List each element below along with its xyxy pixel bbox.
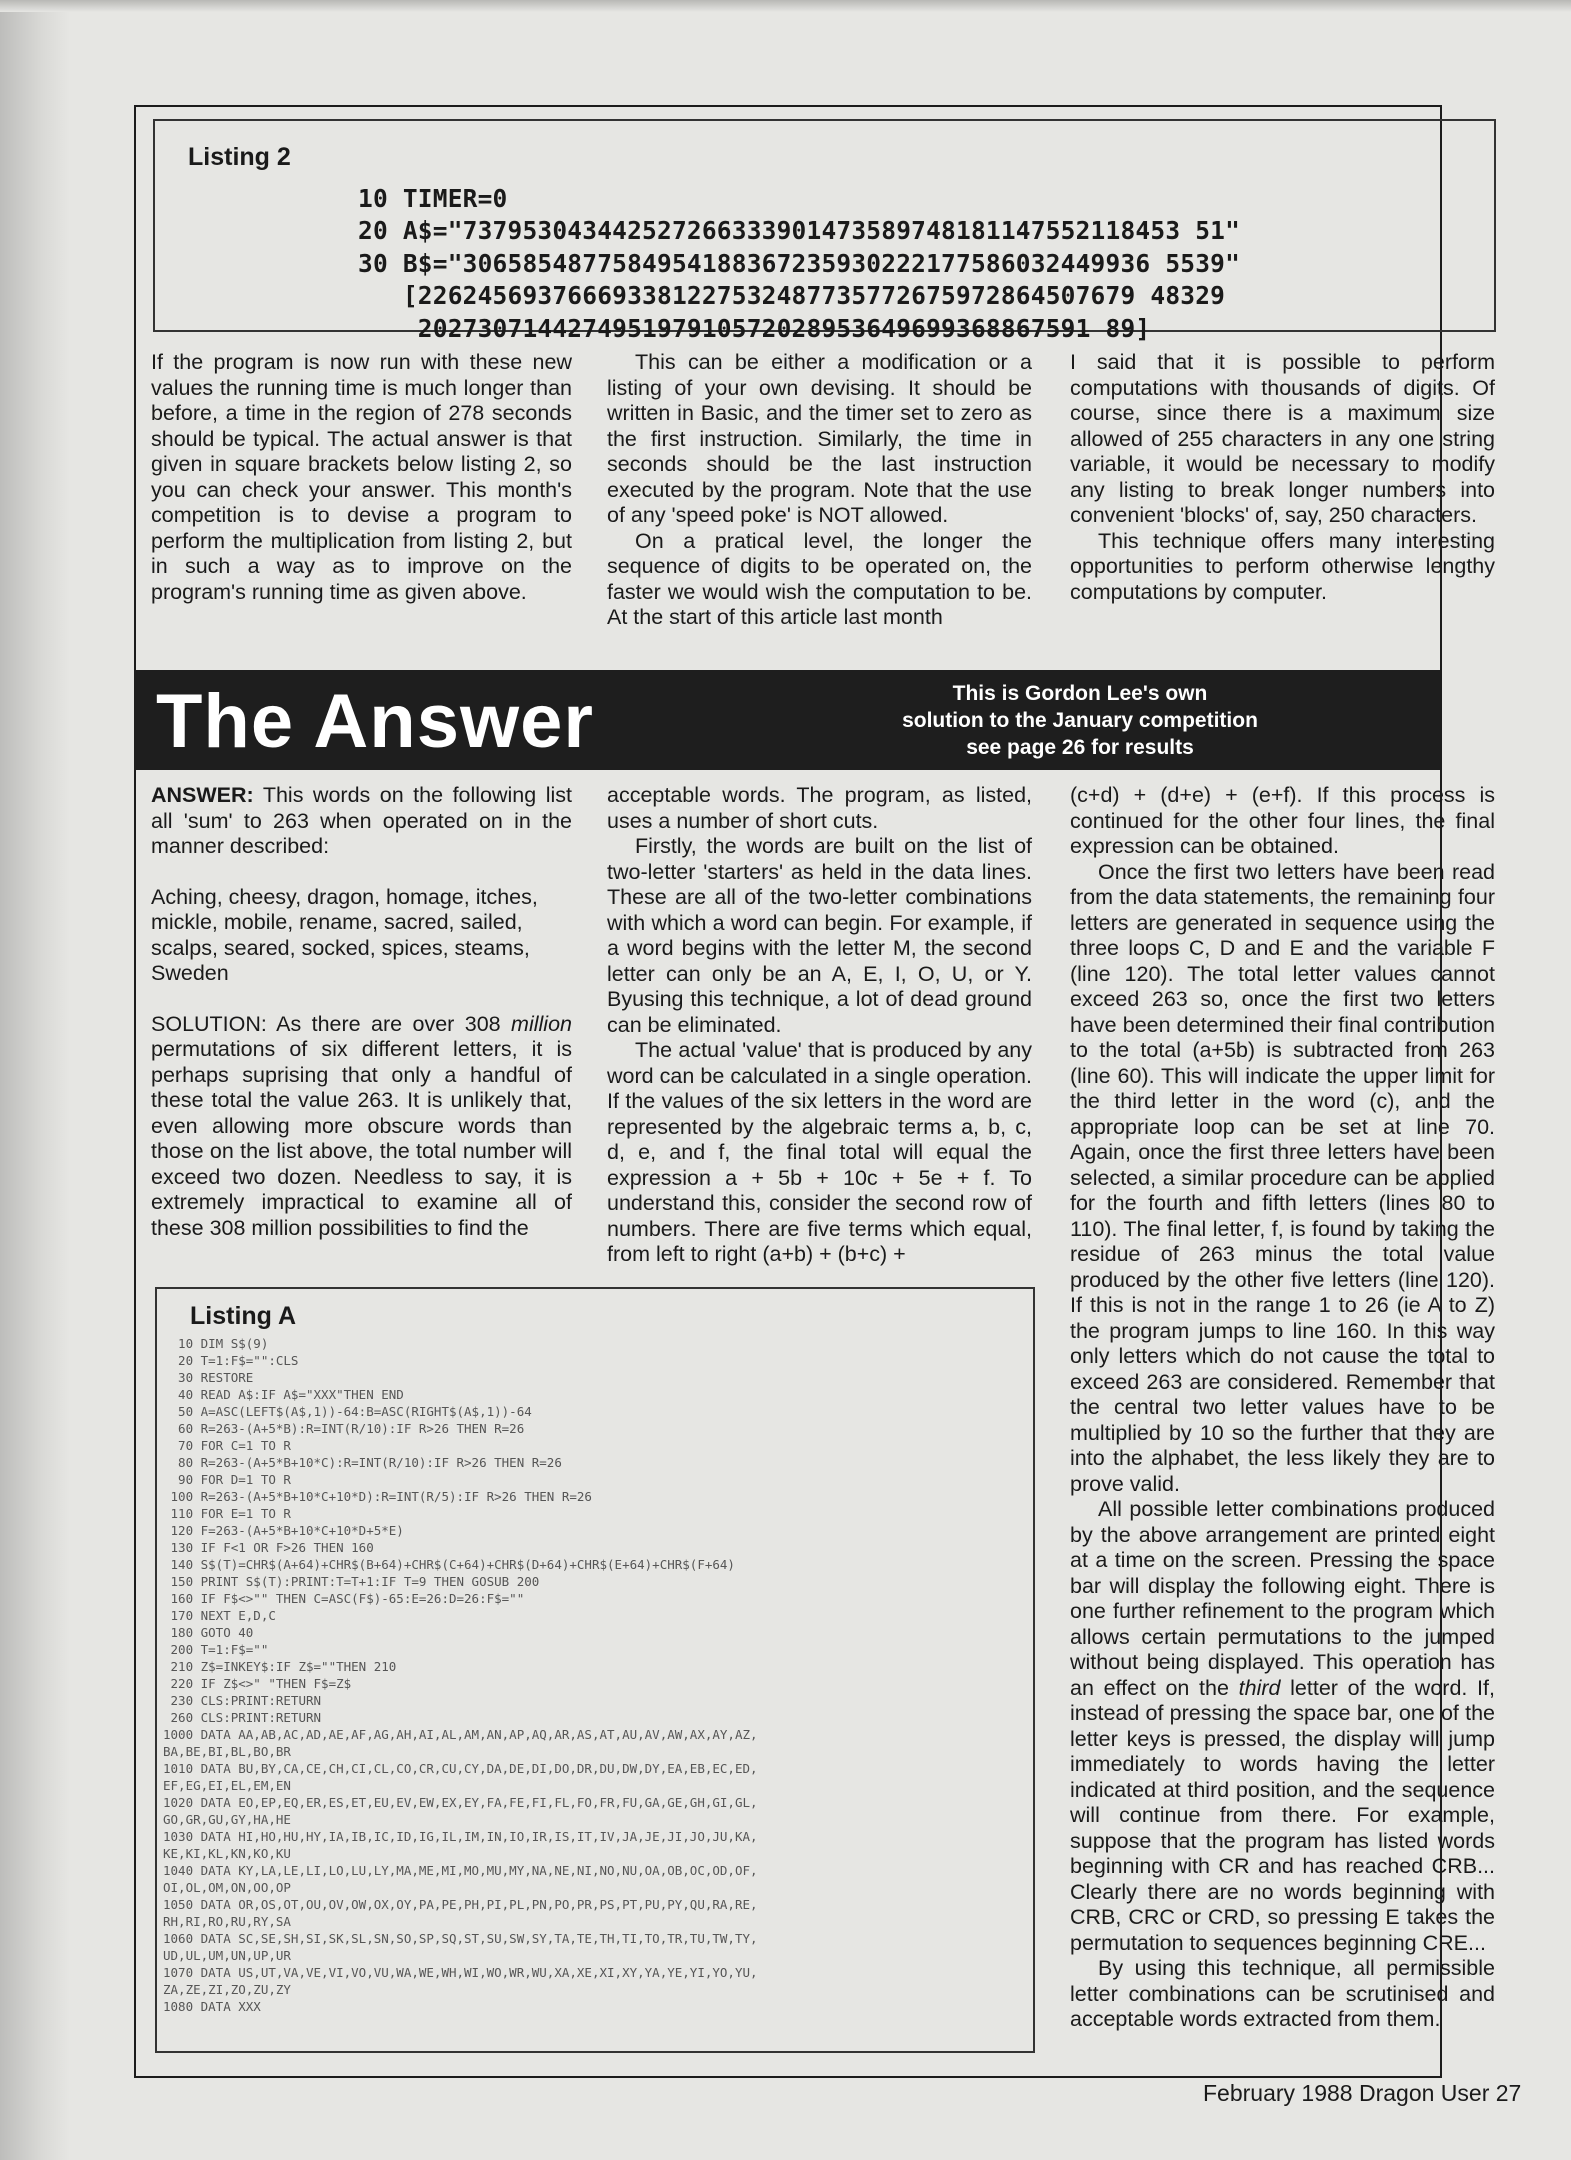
- col3-para3-text-a: All possible letter combinations produced by the above arrangement are printed eight at a time on the screen. Pressing the space bar will display the following eight. There is one further refinement to the program which allows certain permutations to the jumped without being displayed. This operation has an effect on the: [1070, 1497, 1495, 1700]
- solution-text-b: permutations of six different letters, it is perhaps suprising that only a handful of these total the value 263. It is unlikely that, even allowing more obscure words than those on the list above, the total number will exceed two dozen. Needless to say, it is extremely impractical to examine all of these 308 million possibilities to find the: [151, 1037, 572, 1240]
- answer-col1-para1-text: This words on the following list all 'sum' to 263 when operated on in the manner described:: [151, 783, 572, 858]
- answer-col2-para3: The actual 'value' that is produced by any word can be calculated in a single operation. If the values of the six letters in the word are represented by the algebraic terms a, b, c, d, e, and f, the final total will equal the expression a + 5b + 10c + 5e + f. To understand this, consider the second row of numbers. There are five terms which equal, from left to right (a+b) + (b+c) +: [607, 1038, 1032, 1266]
- solution-text-a: SOLUTION: As there are over 308: [151, 1011, 501, 1036]
- col3-para3-text-b: letter of the word. If, instead of pressing the space bar, one of the letter keys is pressed, the display will jump immediately to words having the letter indicated at third position, and the sequence will continue from there. For example, suppose that the program has listed words beginning with CR and has reached CRB... Clearly there are no words beginning with CRB, CRC or CRD, so pressing E takes the permutation to sequences beginning CRE...: [1070, 1675, 1495, 1955]
- intro-column-3: [1070, 350, 1495, 605]
- answer-col2-para2: Firstly, the words are built on the list of two-letter 'starters' as held in the data lines. These are all of the two-letter combinations with which a word can begin. For example, if a word begins with the letter M, the second letter can only be an A, E, I, O, U, or Y. Byusing this technique, a lot of dead ground can be eliminated.: [607, 834, 1032, 1037]
- intro-column-1: [151, 350, 572, 605]
- intro-col2-para2: On a pratical level, the longer the sequence of digits to be operated on, the faster we would wish the computation to be. At the start of this article last month: [607, 528, 1032, 629]
- intro-col1-text: If the program is now run with these new values the running time is much longer than before, a time in the region of 278 seconds should be typical. The actual answer is that given in square brackets below listing 2, so you can check your answer. This month's competition is to devise a program to perform the multiplication from listing 2, but in such a way as to improve on the program's running time as given above.: [151, 350, 572, 604]
- answer-col1-para1: [151, 783, 572, 860]
- answer-col3-para2: Once the first two letters have been read from the data statements, the remaining four letters are generated in sequence using the three loops C, D and E and the variable F (line 120). The total letter values cannot exceed 263 so, once the first two letters have been determined their final contribution to the total (a+5b) is subtracted from 263 (line 60). This will indicate the upper limit for the third letter in the word (c), and the appropriate loop can be set at line 70. Again, once the first three letters have been selected, a similar procedure can be applied for the fourth and fifth letters (lines 80 to 110). The final letter, f, is found by taking the residue of 263 minus the total value produced by the other five letters (line 120). If this is not in the range 1 to 26 (ie A to Z) the program jumps to line 160. In this way only letters which do not cause the total to exceed 263 are considered. Remember that the central two letter values have to be multiplied by 10 so the further that they are into the alphabet, the less likely they are to prove valid.: [1070, 859, 1495, 1496]
- listing-2-line: 20 A$="737953043442527266333901473589748181147552118453 51": [358, 216, 1241, 245]
- listing-2-line: [226245693766693381227532487735772675972864507679 48329: [358, 281, 1226, 310]
- answer-subheading: [800, 680, 1360, 761]
- subheading-line-1: This is Gordon Lee's own: [952, 682, 1208, 705]
- intro-col2-para1: This can be either a modification or a listing of your own devising. It should be written in Basic, and the timer set to zero as the first instruction. Similarly, the time in seconds should be the last instruction executed by the program. Note that the use of any 'speed poke' is NOT allowed.: [607, 350, 1032, 527]
- answer-column-2: [607, 783, 1032, 1268]
- intro-column-2: [607, 350, 1032, 631]
- listing-2-code: [358, 150, 1240, 378]
- answer-col3-para3: [1070, 1497, 1495, 1956]
- intro-col3-para1: I said that it is possible to perform computations with thousands of digits. Of course, since there is a maximum size allowed of 255 characters in any one string variable, it would be necessary to modify any listing to break longer numbers into convenient 'blocks' of, say, 250 characters.: [1070, 350, 1495, 527]
- answer-column-1: [151, 783, 572, 1241]
- answer-lead: ANSWER:: [151, 783, 254, 807]
- answer-col1-solution: [151, 1012, 572, 1242]
- answer-col2-para1: acceptable words. The program, as listed, uses a number of short cuts.: [607, 783, 1032, 833]
- subheading-line-3: see page 26 for results: [966, 736, 1194, 759]
- intro-col3-para2: This technique offers many interesting opportunities to perform otherwise lengthy computations by computer.: [1070, 528, 1495, 604]
- answer-title: The Answer: [156, 679, 594, 764]
- subheading-line-2: solution to the January competition: [902, 709, 1258, 732]
- page-gutter-shadow: [0, 0, 70, 2160]
- page-top-shadow: [0, 0, 1571, 12]
- answer-word-list: Aching, cheesy, dragon, homage, itches, mickle, mobile, rename, sacred, sailed, scalps, seared, socked, spices, steams, Sweden: [151, 884, 538, 985]
- listing-2-line: 30 B$="3065854877584954188367235930222177586032449936 5539": [358, 248, 1241, 278]
- answer-column-3: [1070, 783, 1495, 2033]
- answer-col3-para4: By using this technique, all permissible letter combinations can be scrutinised and acceptable words extracted from them.: [1070, 1956, 1495, 2031]
- listing-2-line: 10 TIMER=0: [358, 183, 508, 213]
- solution-emphasis: million: [511, 1011, 572, 1036]
- listing-2-label: Listing 2: [188, 143, 291, 171]
- col3-para3-emphasis: third: [1238, 1675, 1281, 1700]
- answer-col3-para1: (c+d) + (d+e) + (e+f). If this process is continued for the other four lines, the final expression can be obtained.: [1070, 783, 1495, 858]
- listing-a-code: 10 DIM S$(9) 20 T=1:F$="":CLS 30 RESTORE 40 READ A$:IF A$="XXX"THEN END 50 A=ASC(LEFT$(A$,1))-64:B=ASC(RIGHT$(A$,1))-64 60 R=263-(A+5*B):R=INT(R/10):IF R>26 THEN R=26 70 FOR C=1 TO R 80 R=263-(A+5*B+10*C):R=INT(R/10):IF R>26 THEN R=26 90 FOR D=1 TO R 100 R=263-(A+5*B+10*C+10*D):R=INT(R/5):IF R>26 THEN R=26 110 FOR E=1 TO R 120 F=263-(A+5*B+10*C+10*D+5*E) 130 IF F<1 OR F>26 THEN 160 140 S$(T)=CHR$(A+64)+CHR$(B+64)+CHR$(C+64)+CHR$(D+64)+CHR$(E+64)+CHR$(F+64) 150 PRINT S$(T):PRINT:T=T+1:IF T=9 THEN GOSUB 200 160 IF F$<>"" THEN C=ASC(F$)-65:E=26:D=26:F$="" 170 NEXT E,D,C 180 GOTO 40 200 T=1:F$="" 210 Z$=INKEY$:IF Z$=""THEN 210 220 IF Z$<>" "THEN F$=Z$ 230 CLS:PRINT:RETURN 260 CLS:PRINT:RETURN 1000 DATA AA,AB,AC,AD,AE,AF,AG,AH,AI,AL,AM,AN,AP,AQ,AR,AS,AT,AU,AV,AW,AX,AY,AZ, BA,BE,BI,BL,BO,BR 1010 DATA BU,BY,CA,CE,CH,CI,CL,CO,CR,CU,CY,DA,DE,DI,DO,DR,DU,DW,DY,EA,EB,EC,ED, EF,EG,EI,EL,EM,EN 1020 DATA EO,EP,EQ,ER,ES,ET,EU,EV,EW,EX,EY,FA,FE,FI,FL,FO,FR,FU,GA,GE,GH,GI,GL, GO,GR,GU,GY,HA,HE 1030 DATA HI,HO,HU,HY,IA,IB,IC,ID,IG,IL,IM,IN,IO,IR,IS,IT,IV,JA,JE,JI,JO,JU,KA, KE,KI,KL,KN,KO,KU 1040 DATA KY,LA,LE,LI,LO,LU,LY,MA,ME,MI,MO,MU,MY,NA,NE,NI,NO,NU,OA,OB,OC,OD,OF, OI,OL,OM,ON,OO,OP 1050 DATA OR,OS,OT,OU,OV,OW,OX,OY,PA,PE,PH,PI,PL,PN,PO,PR,PS,PT,PU,PY,QU,RA,RE, RH,RI,RO,RU,RY,SA 1060 DATA SC,SE,SH,SI,SK,SL,SN,SO,SP,SQ,ST,SU,SW,SY,TA,TE,TH,TI,TO,TR,TU,TW,TY, UD,UL,UM,UN,UP,UR 1070 DATA US,UT,VA,VE,VI,VO,VU,WA,WE,WH,WI,WO,WR,WU,XA,XE,XI,XY,YA,YE,YI,YO,YU, ZA,ZE,ZI,ZO,ZU,ZY 1080 DATA XXX: [163, 1336, 758, 2014]
- listing-2-line: 202730714427495197910572028953649699368867591 89]: [358, 313, 1151, 343]
- listing-a-label: Listing A: [190, 1302, 297, 1330]
- page-footer: February 1988 Dragon User 27: [1203, 2080, 1522, 2106]
